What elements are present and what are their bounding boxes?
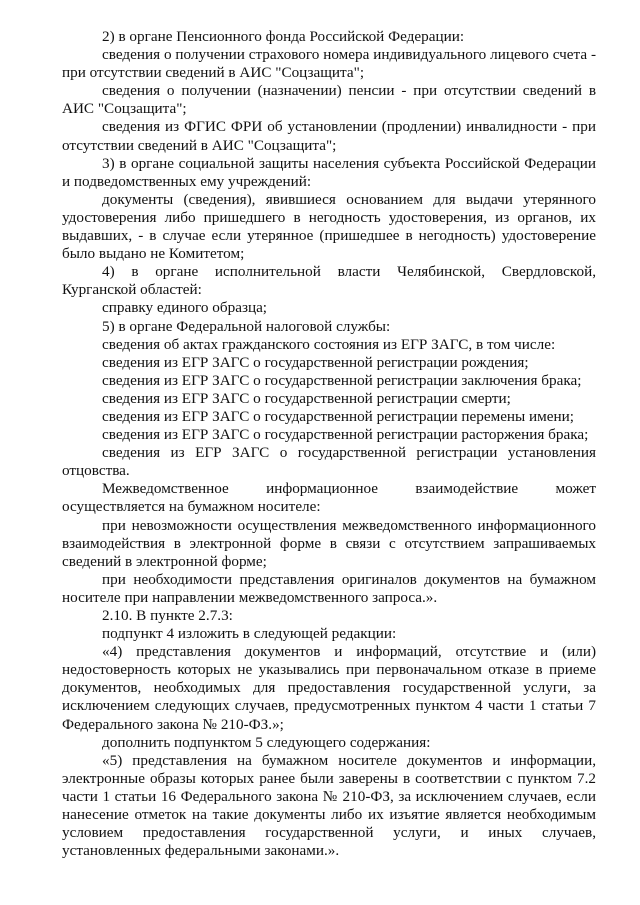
paragraph-pension: сведения о получении (назначении) пенсии - при отсутствии сведений в АИС "Соцзащита"; [62,82,596,118]
paragraph-divorce: сведения из ЕГР ЗАГС о государственной регистрации расторжения брака; [102,426,589,444]
paragraph-subclause-4-text: «4) представления документов и информаций, отсутствие и (или) недостоверность которых не указывались при первоначальном отказе в приеме документов, необходимых для предоставления государственной услуги, за исключением следующих случаев, предусмотренных пунктом 4 части 1 статьи 7 Федерального закона № 210-ФЗ.»; [62,643,596,733]
paragraph-tax-service-heading: 5) в органе Федеральной налоговой службы: [102,317,391,335]
paragraph-disability: сведения из ФГИС ФРИ об установлении (продлении) инвалидности - при отсутствии сведений в АИС "Соцзащита"; [62,118,596,154]
paragraph-death: сведения из ЕГР ЗАГС о государственной регистрации смерти; [102,389,511,407]
paragraph-birth: сведения из ЕГР ЗАГС о государственной регистрации рождения; [102,353,529,371]
paragraph-regional-authority-heading: 4) в органе исполнительной власти Челябинской, Свердловской, Курганской областей: [62,263,596,299]
paragraph-paternity: сведения из ЕГР ЗАГС о государственной регистрации установления отцовства. [62,444,596,480]
paragraph-subclause-4-intro: подпункт 4 изложить в следующей редакции: [102,625,397,643]
document-page [62,28,596,860]
paragraph-lost-certificate: документы (сведения), явившиеся основанием для выдачи утерянного удостоверения либо пришедшего в негодность удостоверения, из органов, их выдавших, - в случае если утерянное (пришедшее в негодность) удостоверение было выдано не Комитетом; [62,190,596,263]
paragraph-clause-2-10: 2.10. В пункте 2.7.3: [102,607,233,624]
paragraph-paper-interaction: Межведомственное информационное взаимодействие может осуществляется на бумажном носителе: [62,480,596,516]
paragraph-standard-certificate: справку единого образца; [102,299,268,317]
paragraph-civil-acts: сведения об актах гражданского состояния из ЕГР ЗАГС, в том числе: [102,335,556,353]
paragraph-name-change: сведения из ЕГР ЗАГС о государственной регистрации перемены имени; [102,407,575,425]
paragraph-subclause-5-text: «5) представления на бумажном носителе документов и информации, электронные образы которых ранее были заверены в соответствии с пунктом 7.2 части 1 статьи 16 Федерального закона № 210-ФЗ, за исключением случаев, если нанесение отметок на такие документы либо их изъятие является необходимым условием предоставления государственной услуги, и иных случаев, установленных федеральными законами.». [62,751,596,860]
paragraph-pfr-heading: 2) в органе Пенсионного фонда Российской Федерации: [102,28,465,45]
paragraph-snils: сведения о получении страхового номера индивидуального лицевого счета - при отсутствии сведений в АИС "Соцзащита"; [62,46,596,82]
paragraph-social-protection-heading: 3) в органе социальной защиты населения субъекта Российской Федерации и подведомственных ему учреждений: [62,154,596,190]
paragraph-originals-needed: при необходимости представления оригиналов документов на бумажном носителе при направлении межведомственного запроса.». [62,570,596,606]
paragraph-no-electronic-form: при невозможности осуществления межведомственного информационного взаимодействия в электронной форме в связи с отсутствием запрашиваемых сведений в электронной форме; [62,516,596,570]
paragraph-subclause-5-intro: дополнить подпунктом 5 следующего содержания: [102,733,431,751]
paragraph-marriage: сведения из ЕГР ЗАГС о государственной регистрации заключения брака; [102,371,582,389]
